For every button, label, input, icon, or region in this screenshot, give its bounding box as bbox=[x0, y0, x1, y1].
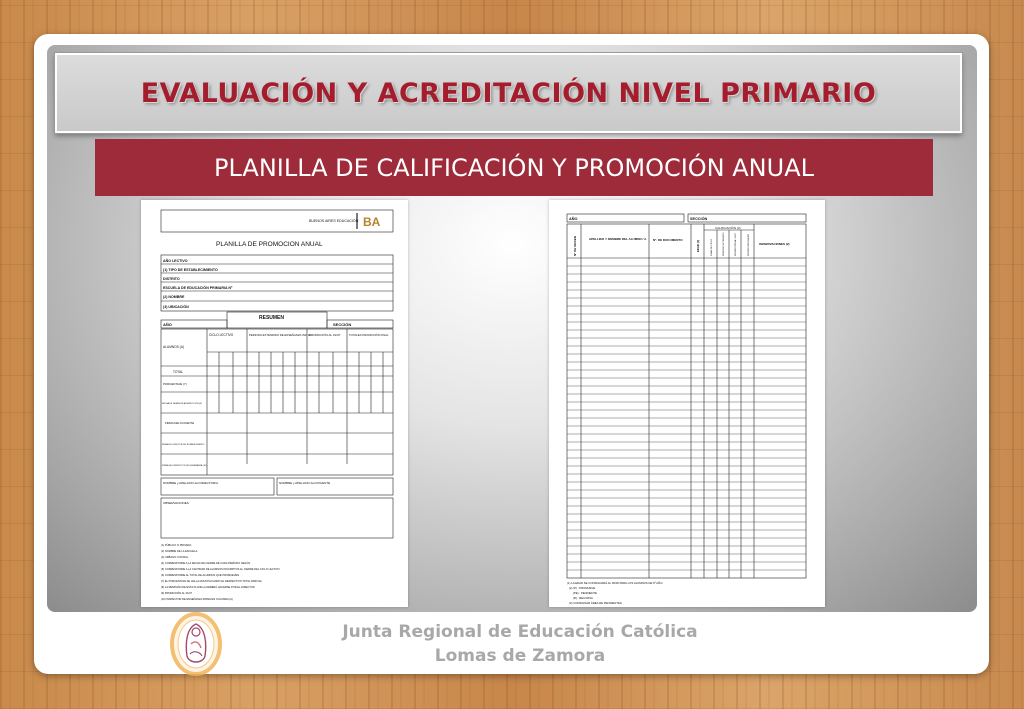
note-line: (2) (P) : PROMUEVE bbox=[569, 586, 596, 590]
col-header: CICLO LECTIVO bbox=[209, 333, 234, 337]
note-line: (8) LA REMISIÓN DE ESTA PLANILLA DEBERÁ HACERSE POR EL DIRECTOR bbox=[161, 586, 255, 589]
footer bbox=[300, 620, 740, 668]
note-line: (5) CORRESPONDE A LA CANTIDAD DE ALUMNOS INSCRIPTOS AL CIERRE DEL CICLO LECTIVO bbox=[161, 568, 280, 571]
form-summary-svg bbox=[141, 200, 408, 607]
row-label: FIRMA DEL DOCENTE bbox=[165, 421, 195, 425]
note-line: (R) : RECURSA bbox=[573, 596, 593, 600]
field-label: (1) TIPO DE ESTABLECIMIENTO bbox=[163, 268, 218, 272]
note-line: (9) PROMOCIÓN AL 31/07 bbox=[161, 592, 193, 595]
calificacion-label: CALIFICACIÓN (3) bbox=[715, 226, 741, 230]
col-header: TOTALES PROMOCIÓN FINAL bbox=[349, 333, 389, 337]
col-header: OBSERVACIONES (2) bbox=[759, 242, 790, 246]
field-label: AÑO LECTIVO bbox=[163, 259, 188, 263]
note-line: (1) PÚBLICO O PRIVADO. bbox=[161, 544, 192, 547]
anio-label: AÑO bbox=[569, 217, 578, 221]
virgin-mary-logo-icon bbox=[165, 610, 227, 678]
anio-label: AÑO bbox=[163, 322, 172, 327]
seccion-label: SECCIÓN bbox=[333, 322, 352, 327]
row-label: FECHA DE REMISIÓN A INSPECCIÓN (8) bbox=[162, 403, 202, 405]
form-list-svg bbox=[549, 200, 825, 607]
col-header: Nº DE ORDEN bbox=[573, 236, 577, 256]
row-label: ALUMNOS (A) bbox=[163, 345, 184, 349]
sign-label: NOMBRE y APELLIDO del DOCENTE bbox=[279, 481, 331, 485]
footer-location: Lomas de Zamora bbox=[434, 646, 606, 666]
col-header: PERIODO EXTENDIDO DE ENSEÑANZA INF. AL bbox=[249, 333, 312, 337]
sign-label: NOMBRE y APELLIDO del DIRECTOR/A bbox=[163, 481, 218, 485]
row-label: FIRMA DEL DIRECTOR DEL ESTABLECIMIENTO bbox=[162, 444, 205, 446]
junta-logo bbox=[165, 610, 227, 678]
note-line: (3) CONSIGNAR ÁREA DE PENDIENTES. bbox=[569, 601, 623, 605]
slide-subtitle: PLANILLA DE CALIFICACIÓN Y PROMOCIÓN ANUAL bbox=[214, 153, 814, 182]
col-header: PROMOCIÓN AL 31/07 bbox=[735, 233, 737, 256]
student-row-lines bbox=[567, 266, 806, 570]
note-line: (PE) : PENDIENTE bbox=[573, 591, 597, 595]
footer-organization: Junta Regional de Educación Católica bbox=[342, 622, 698, 642]
col-header: Nº. DE DOCUMENTO bbox=[653, 238, 683, 242]
col-header: PROMOCIÓN AL 31/07 bbox=[309, 333, 341, 337]
slide-title: EVALUACIÓN Y ACREDITACIÓN NIVEL PRIMARIO bbox=[140, 77, 877, 109]
form-title: PLANILLA DE PROMOCION ANUAL bbox=[216, 241, 323, 248]
note-line: (10) INSPECTOR DE ENSEÑANZA FIRMA EN COLUMNA (A) bbox=[161, 598, 233, 601]
field-label: (3) UBICACIÓN bbox=[163, 305, 189, 309]
note-line: (3) URBANO O RURAL. bbox=[161, 556, 189, 559]
note-line: (7) EL PORCENTAJE SE HALLA MULTIPLICANDO EL RESPECTIVO TOTAL PARCIAL bbox=[161, 580, 263, 583]
form-document-summary bbox=[141, 200, 408, 607]
row-label: PORCENTAJE (7) bbox=[163, 382, 187, 386]
subtitle-bar bbox=[95, 139, 933, 196]
field-label: DISTRITO bbox=[163, 277, 180, 281]
header-small-text: BUENOS AIRES EDUCACIÓN bbox=[309, 219, 359, 223]
col-header: PROMOCIÓN ENERO bbox=[748, 233, 750, 256]
seccion-label: SECCIÓN bbox=[690, 217, 708, 221]
col-header: EDAD (1) bbox=[696, 239, 700, 252]
note-line: (1) LA EDAD SE CONSIGNARÁ AL 30/06 PARA LOS ALUMNOS DE 6º AÑO. bbox=[567, 581, 664, 585]
resumen-label: RESUMEN bbox=[259, 315, 285, 321]
observaciones-label: OBSERVACIONES bbox=[163, 501, 189, 505]
note-line: (6) CORRESPONDE AL TOTAL DE ALUMNOS QUE PROMUEVEN bbox=[161, 574, 240, 577]
field-label: (2) NOMBRE bbox=[163, 295, 185, 299]
col-header: FINAL DE CICLO bbox=[711, 238, 713, 256]
col-header: APELLIDO Y NOMBRE DEL ALUMNO / A bbox=[589, 237, 647, 241]
row-label: TOTAL bbox=[173, 370, 183, 374]
field-label: ESCUELA DE EDUCACIÓN PRIMARIA Nº bbox=[163, 286, 233, 290]
row-label: FIRMA DEL INSPECTOR DE ENSEÑANZA (10) bbox=[162, 465, 207, 467]
col-header: PERIODO EXTENDIDO bbox=[723, 232, 725, 256]
ba-logo-text: BA bbox=[363, 215, 381, 229]
note-line: (2) NOMBRE DE LA ESCUELA. bbox=[161, 550, 198, 553]
title-bar bbox=[55, 53, 962, 133]
form-document-student-list bbox=[549, 200, 825, 607]
note-line: (4) CORRESPONDE A LA FECHA DE CIERRE DE CADA PERÍODO SEGÚN bbox=[161, 562, 251, 565]
